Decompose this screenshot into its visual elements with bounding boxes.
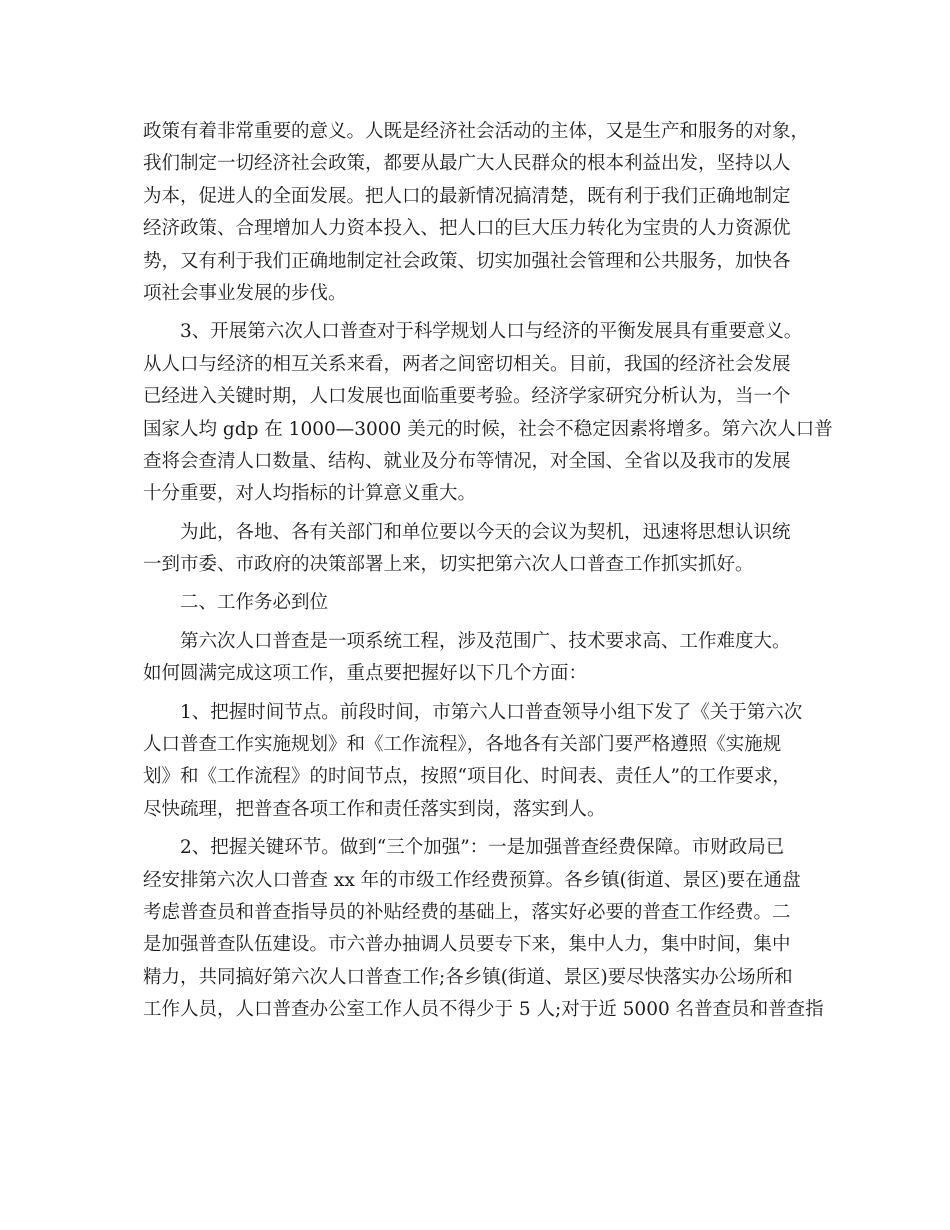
text-line: 尽快疏理，把普查各项工作和责任落实到岗，落实到人。: [143, 798, 606, 820]
text-line: 经安排第六次人口普查 xx 年的市级工作经费预算。各乡镇(街道、景区)要在通盘: [143, 869, 801, 891]
text-line: 国家人均 gdp 在 1000—3000 美元的时候，社会不稳定因素将增多。第六次人口普: [143, 418, 833, 440]
text-line: 政策有着非常重要的意义。人既是经济社会活动的主体，又是生产和服务的对象，: [143, 121, 810, 142]
text-line: 我们制定一切经济社会政策，都要从最广大人民群众的根本利益出发，坚持以人: [143, 153, 791, 175]
text-line: 人口普查工作实施规划》和《工作流程》，各地各有关部门要严格遵照《实施规: [143, 734, 782, 756]
text-line: 为此，各地、各有关部门和单位要以今天的会议为契机，迅速将思想认识统: [143, 521, 791, 543]
text-line: 如何圆满完成这项工作，重点要把握好以下几个方面：: [143, 663, 588, 685]
text-line: 已经进入关键时期，人口发展也面临重要考验。经济学家研究分析认为，当一个: [143, 386, 791, 408]
text-line: 精力，共同搞好第六次人口普查工作;各乡镇(街道、景区)要尽快落实办公场所和: [143, 966, 793, 988]
text-line: 3、开展第六次人口普查对于科学规划人口与经济的平衡发展具有重要意义。: [143, 321, 803, 343]
text-line: 为本，促进人的全面发展。把人口的最新情况搞清楚，既有利于我们正确地制定: [143, 185, 791, 207]
text-line: 第六次人口普查是一项系统工程，涉及范围广、技术要求高、工作难度大。: [143, 630, 791, 652]
text-line: 划》和《工作流程》的时间节点，按照“项目化、时间表、责任人”的工作要求，: [143, 766, 791, 788]
text-line: 2、把握关键环节。做到“三个加强”：一是加强普查经费保障。市财政局已: [143, 837, 785, 859]
section-heading: 二、工作务必到位: [143, 592, 329, 614]
text-line: 经济政策、合理增加人力资本投入、把人口的巨大压力转化为宝贵的人力资源优: [143, 218, 791, 240]
text-line: 一到市委、市政府的决策部署上来，切实把第六次人口普查工作抓实抓好。: [143, 554, 754, 576]
text-line: 是加强普查队伍建设。市六普办抽调人员要专下来，集中人力，集中时间，集中: [143, 934, 791, 956]
text-line: 项社会事业发展的步伐。: [143, 282, 347, 304]
text-line: 工作人员，人口普查办公室工作人员不得少于 5 人;对于近 5000 名普查员和普查指: [143, 999, 824, 1021]
document-body: [143, 116, 833, 1027]
text-line: 从人口与经济的相互关系来看，两者之间密切相关。目前，我国的经济社会发展: [143, 353, 791, 375]
text-line: 势，又有利于我们正确地制定社会政策、切实加强社会管理和公共服务，加快各: [143, 250, 791, 272]
text-line: 查将会查清人口数量、结构、就业及分布等情况，对全国、全省以及我市的发展: [143, 450, 791, 472]
text-line: 十分重要，对人均指标的计算意义重大。: [143, 483, 477, 505]
text-line: 考虑普查员和普查指导员的补贴经费的基础上，落实好必要的普查工作经费。二: [143, 901, 791, 923]
text-line: 1、把握时间节点。前段时间，市第六人口普查领导小组下发了《关于第六次: [143, 701, 803, 723]
